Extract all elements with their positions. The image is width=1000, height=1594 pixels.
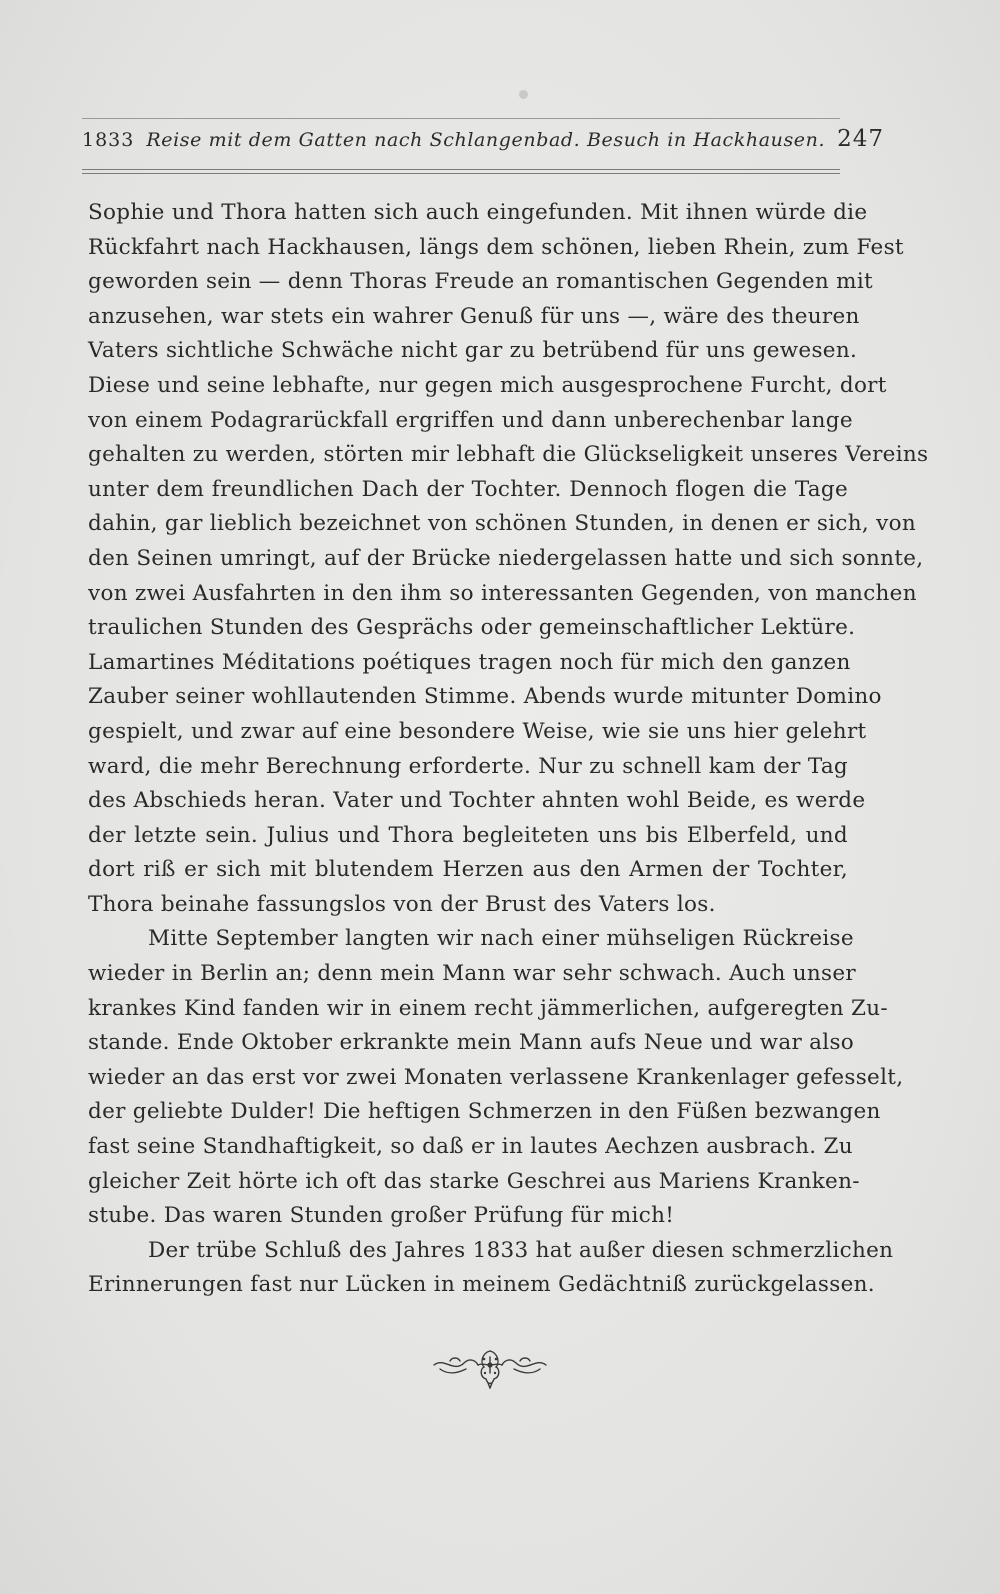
page-number: 247 xyxy=(837,126,885,152)
floral-vignette-icon xyxy=(430,1343,550,1389)
text-line: den Seinen umringt, auf der Brücke niedergelassen hatte und sich sonnte, xyxy=(88,545,924,571)
text-line: ward, die mehr Berechnung erforderte. Nur zu schnell kam der Tag xyxy=(88,753,848,779)
text-line: stande. Ende Oktober erkrankte mein Mann aufs Neue und war also xyxy=(88,1030,855,1056)
text-line: stube. Das waren Stunden großer Prüfung für mich! xyxy=(88,1203,675,1229)
text-line: dort riß er sich mit blutendem Herzen aus den Armen der Tochter, xyxy=(88,857,848,883)
text-line: gehalten zu werden, störten mir lebhaft die Glückseligkeit unseres Vereins xyxy=(88,442,929,468)
text-line: Mitte September langten wir nach einer mühseligen Rückreise xyxy=(148,926,854,952)
paragraph xyxy=(88,196,929,922)
paragraph xyxy=(88,1234,894,1303)
paragraph xyxy=(88,922,904,1233)
text-line: wieder in Berlin an; denn mein Mann war sehr schwach. Auch unser xyxy=(88,961,856,987)
body-text xyxy=(88,196,929,1303)
header-rule-top xyxy=(82,118,840,119)
paper-speck xyxy=(519,90,528,99)
text-line: Sophie und Thora hatten sich auch eingefunden. Mit ihnen würde die xyxy=(88,200,868,225)
text-line: fast seine Standhaftigkeit, so daß er in lautes Aechzen ausbrach. Zu xyxy=(88,1134,853,1160)
text-line: von einem Podagrarückfall ergriffen und dann unberechenbar lange xyxy=(88,407,853,433)
text-line: der letzte sein. Julius und Thora begleiteten uns bis Elberfeld, und xyxy=(88,822,848,848)
text-line: Diese und seine lebhafte, nur gegen mich ausgesprochene Furcht, dort xyxy=(88,372,887,398)
header-rule-double-lower xyxy=(82,173,840,174)
text-line: Erinnerungen fast nur Lücken in meinem Gedächtniß zurückgelassen. xyxy=(88,1272,875,1298)
text-line: krankes Kind fanden wir in einem recht jämmerlichen, aufgeregten Zu- xyxy=(88,995,888,1021)
text-line: des Abschieds heran. Vater und Tochter ahnten wohl Beide, es werde xyxy=(88,788,866,814)
running-head-title: Reise mit dem Gatten nach Schlangenbad. Besuch in Hackhausen. xyxy=(146,129,826,151)
text-line: der geliebte Dulder! Die heftigen Schmerzen in den Füßen bezwangen xyxy=(88,1099,881,1125)
header-rule-double-upper xyxy=(82,169,840,170)
text-line: gespielt, und zwar auf eine besondere Weise, wie sie uns hier gelehrt xyxy=(88,718,867,744)
text-line: dahin, gar lieblich bezeichnet von schönen Stunden, in denen er sich, von xyxy=(88,511,916,537)
text-line: Rückfahrt nach Hackhausen, längs dem schönen, lieben Rhein, zum Fest xyxy=(88,234,904,260)
text-line: wieder an das erst vor zwei Monaten verlassene Krankenlager gefesselt, xyxy=(88,1064,904,1090)
text-line: unter dem freundlichen Dach der Tochter. Dennoch flogen die Tage xyxy=(88,476,848,502)
text-line: von zwei Ausfahrten in den ihm so interessanten Gegenden, von manchen xyxy=(88,580,917,606)
text-line: Thora beinahe fassungslos von der Brust des Vaters los. xyxy=(88,891,716,917)
text-line: anzusehen, war stets ein wahrer Genuß für uns —, wäre des theuren xyxy=(88,303,860,329)
running-head-year: 1833 xyxy=(82,129,135,151)
text-line: traulichen Stunden des Gesprächs oder gemeinschaftlicher Lektüre. xyxy=(88,615,856,641)
text-line: Lamartines Méditations poétiques tragen noch für mich den ganzen xyxy=(88,649,851,675)
text-line: Der trübe Schluß des Jahres 1833 hat außer diesen schmerzlichen xyxy=(148,1237,894,1263)
text-line: Zauber seiner wohllautenden Stimme. Abends wurde mitunter Domino xyxy=(88,684,882,710)
running-head xyxy=(82,126,885,162)
text-line: gleicher Zeit hörte ich oft das starke Geschrei aus Mariens Kranken- xyxy=(88,1168,860,1194)
text-line: geworden sein — denn Thoras Freude an romantischen Gegenden mit xyxy=(88,269,873,295)
text-line: Vaters sichtliche Schwäche nicht gar zu betrübend für uns gewesen. xyxy=(88,338,858,364)
